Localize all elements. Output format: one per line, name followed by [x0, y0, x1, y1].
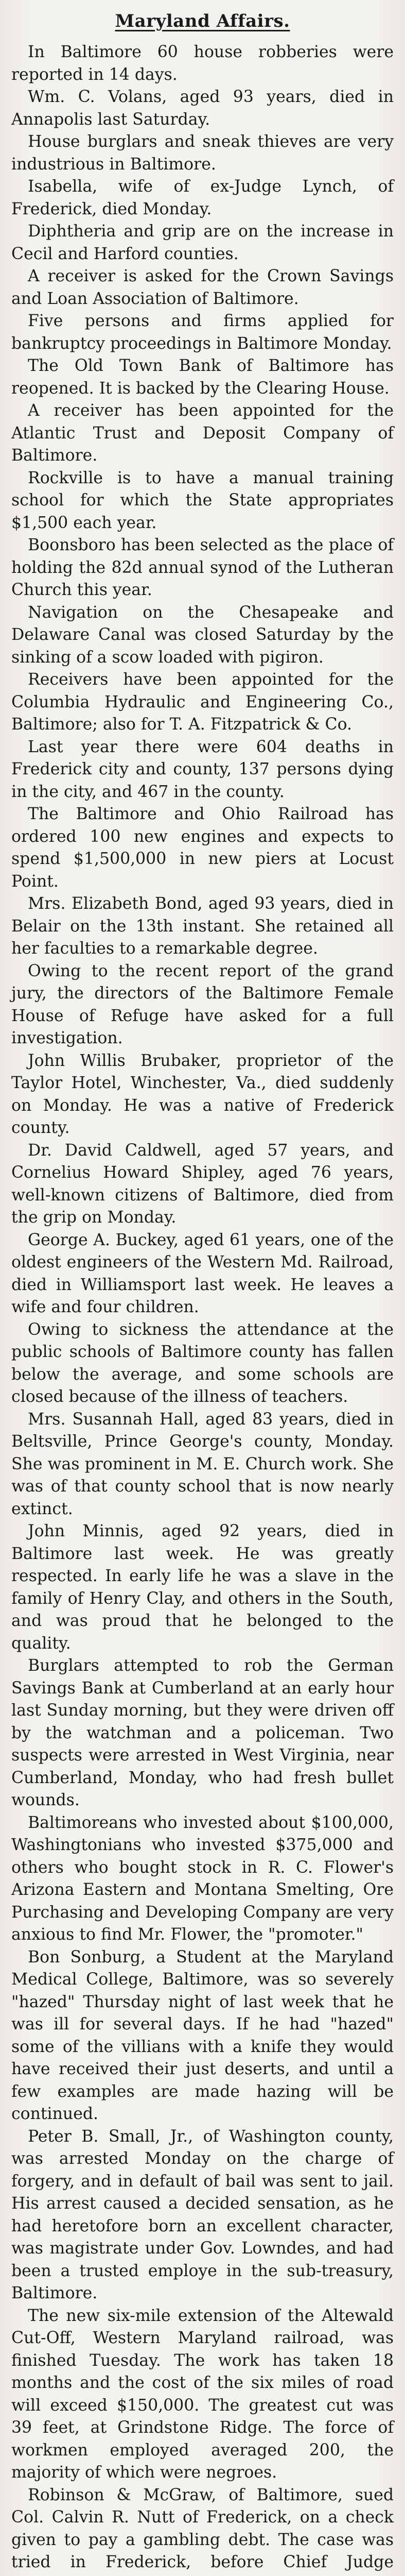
news-item: Wm. C. Volans, aged 93 years, died in Annapolis last Saturday.	[11, 88, 394, 129]
news-item: Five persons and firms applied for bankruptcy proceedings in Baltimore Monday.	[11, 312, 394, 353]
news-item: Receivers have been appointed for the Columbia Hydraulic and Engineering Co., Baltimore; also for T. A. Fitzpatrick & Co.	[11, 670, 394, 734]
news-item: Rockville is to have a manual training school for which the State appropriates $1,500 each year.	[11, 468, 394, 532]
news-item: Dr. David Caldwell, aged 57 years, and Cornelius Howard Shipley, aged 76 years, well-known citizens of Baltimore, died from the grip on Monday.	[11, 1141, 394, 1227]
news-item: Mrs. Susannah Hall, aged 83 years, died in Beltsville, Prince George's county, Monday. She was prominent in M. E. Church work. She was of that county school that is now nearly extinct.	[11, 1410, 394, 1518]
news-item: In Baltimore 60 house robberies were reported in 14 days.	[11, 43, 394, 84]
headline: Maryland Affairs.	[115, 11, 290, 31]
news-item: John Willis Brubaker, proprietor of the Taylor Hotel, Winchester, Va., died suddenly on Monday. He was a native of Frederick county.	[11, 1051, 394, 1137]
news-item: Robinson & McGraw, of Baltimore, sued Col. Calvin R. Nutt of Frederick, on a check given to pay a gambling debt. The case was tried in Frederick, before Chief Judge	[11, 2485, 394, 2571]
news-item: Last year there were 604 deaths in Frederick city and county, 137 persons dying in the city, and 467 in the county.	[11, 737, 394, 801]
news-item: Owing to the recent report of the grand jury, the directors of the Baltimore Female House of Refuge have asked for a full investigation.	[11, 961, 394, 1047]
news-item: George A. Buckey, aged 61 years, one of the oldest engineers of the Western Md. Railroad, died in Williamsport last week. He leaves a wife and four children.	[11, 1230, 394, 1316]
news-item: Mrs. Elizabeth Bond, aged 93 years, died in Belair on the 13th instant. She retained all her faculties to a remarkable degree.	[11, 894, 394, 958]
news-item: House burglars and sneak thieves are very industrious in Baltimore.	[11, 132, 394, 174]
news-item: Owing to sickness the attendance at the public schools of Baltimore county has fallen below the average, and some schools are closed because of the illness of teachers.	[11, 1320, 394, 1406]
news-item: Bon Sonburg, a Student at the Maryland Medical College, Baltimore, was so severely "hazed" Thursday night of last week that he was ill for several days. If he had "hazed" some of the villians with a knife they would have received their just deserts, and until a few examples are made hazing will be continued.	[11, 1947, 394, 2123]
news-item: Boonsboro has been selected as the place of holding the 82d annual synod of the Lutheran Church this year.	[11, 536, 394, 599]
news-item: Diphtheria and grip are on the increase in Cecil and Harford counties.	[11, 222, 394, 263]
news-item: A receiver is asked for the Crown Savings and Loan Association of Baltimore.	[11, 267, 394, 308]
news-item: The Old Town Bank of Baltimore has reopened. It is backed by the Clearing House.	[11, 357, 394, 398]
news-item: Baltimoreans who invested about $100,000, Washingtonians who invested $375,000 and others who bought stock in R. C. Flower's Arizona Eastern and Montana Smelting, Ore Purchasing and Developing Company are very anxious to find Mr. Flower, the "promoter."	[11, 1813, 394, 1944]
news-item: Burglars attempted to rob the German Savings Bank at Cumberland at an early hour last Sunday morning, but they were driven off by the watchman and a policeman. Two suspects were arrested in West Virginia, near Cumberland, Monday, who had fresh bullet wounds.	[11, 1656, 394, 1809]
news-item: A receiver has been appointed for the Atlantic Trust and Deposit Company of Baltimore.	[11, 401, 394, 465]
news-item: John Minnis, aged 92 years, died in Baltimore last week. He was greatly respected. In early life he was a slave in the family of Henry Clay, and others in the South, and was proud that he belonged to the quality.	[11, 1522, 394, 1653]
news-item: Isabella, wife of ex-Judge Lynch, of Frederick, died Monday.	[11, 177, 394, 218]
news-item: Peter B. Small, Jr., of Washington county, was arrested Monday on the charge of forgery, and in default of bail was sent to jail. His arrest caused a decided sensation, as he had heretofore born an excellent character, was magistrate under Gov. Lowndes, and had been a trusted employe in the sub-treasury, Baltimore.	[11, 2127, 394, 2302]
news-item: The new six-mile extension of the Altewald Cut-Off, Western Maryland railroad, was finished Tuesday. The work has taken 18 months and the cost of the six miles of road will exceed $150,000. The greatest cut was 39 feet, at Grindstone Ridge. The force of workmen employed averaged 200, the majority of which were negroes.	[11, 2306, 394, 2482]
news-items	[11, 41, 394, 2576]
news-item: Navigation on the Chesapeake and Delaware Canal was closed Saturday by the sinking of a scow loaded with pigiron.	[11, 603, 394, 667]
news-item: The Baltimore and Ohio Railroad has ordered 100 new engines and expects to spend $1,500,000 in new piers at Locust Point.	[11, 805, 394, 891]
